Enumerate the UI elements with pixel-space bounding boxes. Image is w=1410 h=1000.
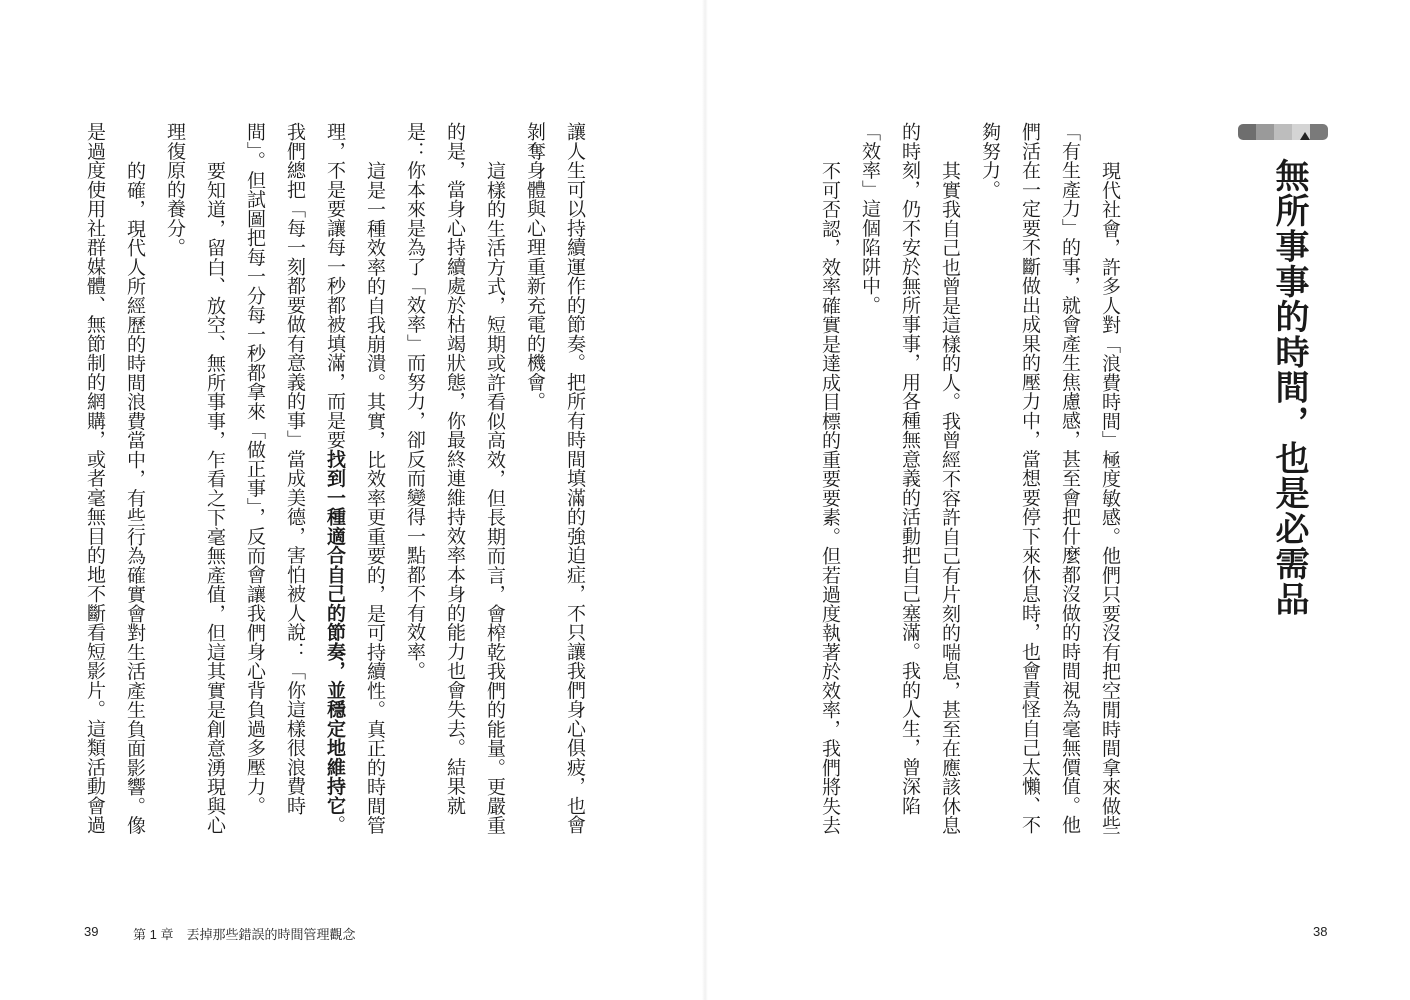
text-column (315, 122, 355, 836)
text-segment: 。 (324, 815, 346, 835)
text-column: 是過度使用社群媒體、無節制的網購，或者毫無目的地不斷看短影片。這類活動會過 (84, 122, 106, 835)
text-segment: 理，不是要讓每一秒都被填滿，而是要 (324, 122, 346, 450)
text-column: 的是，當身心持續處於枯竭狀態，你最終連維持效率本身的能力也會失去。結果就 (444, 122, 466, 815)
bold-emphasis: 找到一種適合自己的節奏 (324, 449, 346, 661)
decorative-bar (1238, 124, 1328, 140)
text-column: 現代社會，許多人對「浪費時間」極度敏感。他們只要沒有把空閒時間拿來做些 (1099, 160, 1121, 835)
left-body-text (75, 122, 595, 836)
bold-emphasis: ， (324, 661, 346, 681)
text-column: 的確，現代人所經歷的時間浪費當中，有些行為確實會對生活產生負面影響。像 (124, 160, 146, 835)
text-column: 不可否認，效率確實是達成目標的重要要素。但若過度執著於效率，我們將失去 (819, 160, 841, 835)
text-column: 我們總把「每一刻都要做有意義的事」當成美德，害怕被人說：「你這樣很浪費時 (284, 122, 306, 815)
section-title: 無所事事的時間，也是必需品 (1269, 158, 1309, 617)
text-column: 其實我自己也曾是這樣的人。我曾經不容許自己有片刻的喘息，甚至在應該休息 (939, 160, 961, 835)
text-column: 是：你本來是為了「效率」而努力，卻反而變得一點都不有效率。 (404, 122, 426, 681)
text-column: 這是一種效率的自我崩潰。其實，比效率更重要的，是可持續性。真正的時間管 (364, 160, 386, 835)
text-column: 這樣的生活方式，短期或許看似高效，但長期而言，會榨乾我們的能量。更嚴重 (484, 160, 506, 835)
triangle-marker-icon (1300, 132, 1310, 140)
right-body-text (810, 122, 1130, 836)
text-column: 「效率」這個陷阱中。 (859, 122, 881, 315)
text-column: 的時刻，仍不安於無所事事，用各種無意義的活動把自己塞滿。我的人生，曾深陷 (899, 122, 921, 815)
text-column: 們活在一定要不斷做出成果的壓力中，當想要停下來休息時，也會責怪自己太懶、不 (1019, 122, 1041, 835)
page-number: 38 (1313, 924, 1328, 939)
text-column: 讓人生可以持續運作的節奏。把所有時間填滿的強迫症，不只讓我們身心俱疲，也會 (564, 122, 586, 835)
text-column: 剝奪身體與心理重新充電的機會。 (524, 122, 546, 411)
text-column: 夠努力。 (979, 122, 1001, 199)
bold-emphasis: 並穩定地維持它 (324, 680, 346, 815)
text-column: 要知道，留白、放空、無所事事，乍看之下毫無產值，但這其實是創意湧現與心 (204, 160, 226, 835)
text-column: 間」。但試圖把每一分每一秒都拿來「做正事」，反而會讓我們身心背負過多壓力。 (244, 122, 266, 816)
page-number: 39 (84, 924, 99, 939)
right-page (705, 0, 1410, 1000)
text-column: 理復原的養分。 (164, 122, 186, 257)
text-column: 「有生產力」的事，就會產生焦慮感，甚至會把什麼都沒做的時間視為毫無價值。他 (1059, 122, 1081, 835)
running-head: 第 1 章 丟掉那些錯誤的時間管理觀念 (133, 927, 356, 942)
